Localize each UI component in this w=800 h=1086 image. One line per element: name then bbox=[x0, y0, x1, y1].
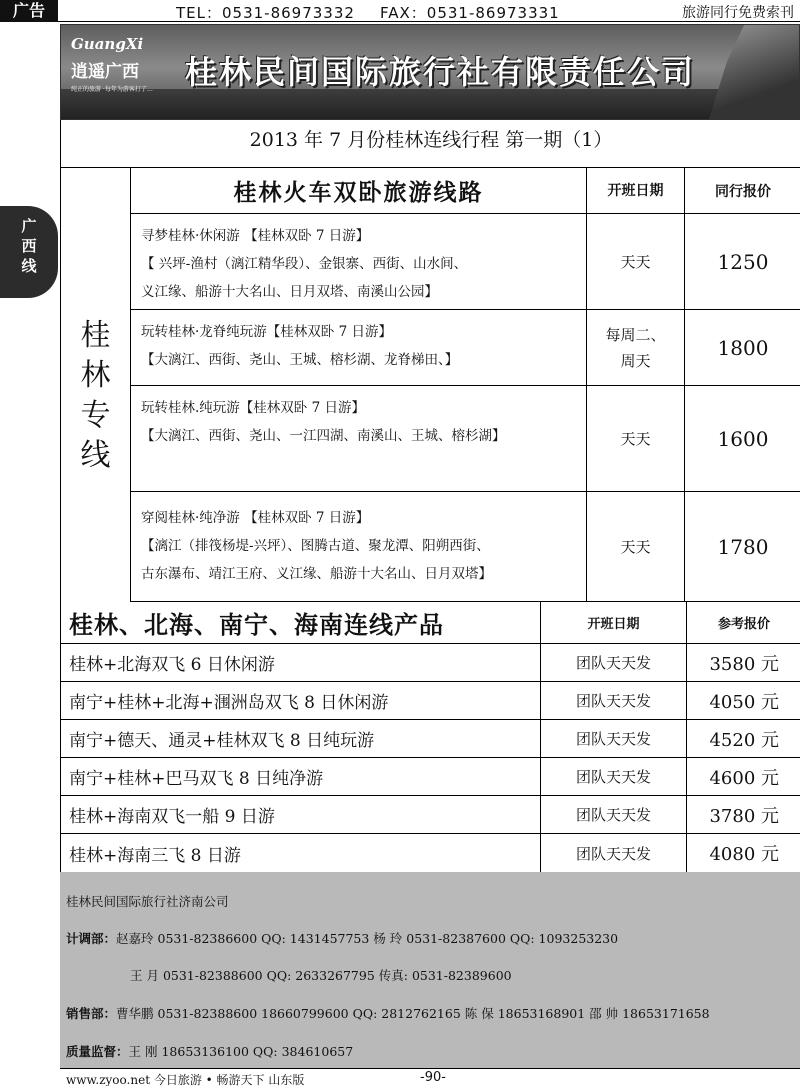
fax: FAX：0531-86973331 bbox=[380, 4, 560, 22]
train-header-row bbox=[131, 168, 800, 214]
sales-contacts: 曹华鹏 0531-82388600 18660799600 QQ: 2812762165 陈 保 18653168901 邵 帅 18653171658 bbox=[116, 1006, 710, 1021]
route-description bbox=[131, 214, 587, 309]
route-date: 天天 bbox=[587, 214, 685, 309]
route-line: 【大漓江、西街、尧山、一江四湖、南溪山、王城、榕杉湖】 bbox=[141, 428, 506, 444]
combo-date-header: 开班日期 bbox=[541, 602, 687, 643]
itinerary-table bbox=[60, 120, 800, 872]
product-date: 团队天天发 bbox=[541, 834, 687, 872]
sales-label: 销售部： bbox=[66, 1006, 117, 1021]
product-price: 3780 元 bbox=[709, 805, 779, 827]
product-name: 南宁+桂林+北海+涠洲岛双飞 8 日休闲游 bbox=[61, 682, 541, 719]
route-line: 【大漓江、西街、尧山、王城、榕杉湖、龙脊梯田、】 bbox=[141, 352, 459, 368]
route-price: 1780 bbox=[717, 534, 769, 559]
combo-header-row bbox=[61, 602, 800, 644]
train-date-header: 开班日期 bbox=[587, 168, 685, 213]
route-description bbox=[131, 492, 587, 601]
table-row bbox=[131, 492, 800, 602]
footer-website: www.zyoo.net 今日旅游 • 畅游天下 山东版 bbox=[66, 1073, 305, 1086]
table-row bbox=[131, 214, 800, 310]
table-row bbox=[131, 386, 800, 492]
qc-contact: 王 刚 18653136100 QQ: 384610657 bbox=[128, 1044, 354, 1059]
train-section bbox=[131, 168, 800, 602]
telephone: TEL：0531-86973332 bbox=[176, 4, 355, 22]
quality-supervision bbox=[66, 1042, 353, 1060]
product-date: 团队天天发 bbox=[541, 720, 687, 757]
banner-water-image bbox=[61, 89, 800, 119]
route-price: 1800 bbox=[717, 335, 769, 360]
product-name: 桂林+北海双飞 6 日休闲游 bbox=[61, 644, 541, 681]
route-description bbox=[131, 310, 587, 385]
logo-chinese: 逍遥广西 bbox=[71, 62, 139, 82]
region-side-tab bbox=[0, 206, 58, 298]
issue-title: 2013 年 7 月份桂林连线行程 第一期（1） bbox=[61, 120, 800, 168]
company-logo bbox=[71, 35, 171, 111]
page-footer bbox=[60, 1068, 800, 1086]
company-banner bbox=[60, 24, 800, 120]
page-number: -90- bbox=[420, 1070, 446, 1085]
guilin-label-column bbox=[61, 168, 131, 602]
route-line: 玩转桂林.纯玩游【桂林双卧 7 日游】 bbox=[141, 400, 365, 416]
product-date: 团队天天发 bbox=[541, 682, 687, 719]
product-price: 3580 元 bbox=[709, 653, 779, 675]
planning-dept bbox=[66, 929, 618, 947]
product-price: 4080 元 bbox=[709, 844, 779, 865]
route-price: 1600 bbox=[717, 426, 769, 451]
train-section-title: 桂林火车双卧旅游线路 bbox=[131, 168, 587, 213]
product-name: 南宁+德天、通灵+桂林双飞 8 日纯玩游 bbox=[61, 720, 541, 757]
route-line: 【漓江（排筏杨堤-兴坪）、图腾古道、聚龙潭、阳朔西街、 bbox=[141, 538, 490, 554]
planning-contacts-1: 赵嘉玲 0531-82386600 QQ: 1431457753 杨 玲 0531-82387600 QQ: 1093253230 bbox=[116, 931, 619, 946]
ad-tag: 广告 bbox=[0, 0, 58, 22]
combo-price-header: 参考报价 bbox=[717, 617, 770, 632]
product-price: 4050 元 bbox=[709, 691, 779, 713]
planning-label: 计调部： bbox=[66, 931, 117, 946]
product-date: 团队天天发 bbox=[541, 644, 687, 681]
region-side-tab-label: 广西线 bbox=[21, 217, 37, 275]
route-date: 天天 bbox=[587, 492, 685, 601]
guilin-label: 桂林专线 bbox=[80, 318, 111, 473]
company-name: 桂林民间国际旅行社有限责任公司 bbox=[185, 53, 696, 91]
top-bar bbox=[0, 0, 800, 22]
route-line: 古东瀑布、靖江王府、义江缘、船游十大名山、日月双塔】 bbox=[141, 566, 492, 582]
route-line: 玩转桂林·龙脊纯玩游【桂林双卧 7 日游】 bbox=[141, 324, 392, 340]
route-date: 每周二、周天 bbox=[587, 310, 685, 385]
table-row bbox=[61, 644, 800, 682]
combo-section-title: 桂林、北海、南宁、海南连线产品 bbox=[61, 602, 541, 643]
table-row bbox=[61, 796, 800, 834]
route-price: 1250 bbox=[717, 249, 769, 274]
product-date: 团队天天发 bbox=[541, 758, 687, 795]
contact-block bbox=[60, 872, 800, 1068]
combo-section bbox=[61, 602, 800, 872]
qc-label: 质量监督： bbox=[66, 1044, 129, 1059]
logo-slogan: 纯正的旅游 ·每年为游客打了… bbox=[71, 86, 153, 93]
product-price: 4520 元 bbox=[709, 729, 779, 751]
free-copy-note: 旅游同行免费索刊 bbox=[682, 5, 794, 21]
product-price: 4600 元 bbox=[709, 767, 779, 789]
route-date: 天天 bbox=[587, 386, 685, 491]
route-line: 穿阅桂林·纯净游 【桂林双卧 7 日游】 bbox=[141, 510, 370, 526]
table-row bbox=[61, 834, 800, 872]
planning-contacts-2: 王 月 0531-82388600 QQ: 2633267795 传真: 0531-82389600 bbox=[130, 968, 512, 983]
product-name: 南宁+桂林+巴马双飞 8 日纯净游 bbox=[61, 758, 541, 795]
table-row bbox=[61, 720, 800, 758]
route-line: 义江缘、船游十大名山、日月双塔、南溪山公园】 bbox=[141, 284, 438, 300]
logo-english: GuangXi bbox=[71, 35, 144, 53]
branch-name: 桂林民间国际旅行社济南公司 bbox=[66, 894, 229, 909]
train-price-header: 同行报价 bbox=[715, 183, 771, 200]
table-row bbox=[61, 682, 800, 720]
route-description bbox=[131, 386, 587, 491]
product-name: 桂林+海南三飞 8 日游 bbox=[61, 834, 541, 872]
product-name: 桂林+海南双飞一船 9 日游 bbox=[61, 796, 541, 833]
route-line: 【 兴坪-渔村（漓江精华段）、金银寨、西街、山水间、 bbox=[141, 256, 468, 272]
route-line: 寻梦桂林·休闲游 【桂林双卧 7 日游】 bbox=[141, 228, 370, 244]
product-date: 团队天天发 bbox=[541, 796, 687, 833]
table-row bbox=[131, 310, 800, 386]
banner-mountain-image bbox=[709, 24, 799, 119]
sales-dept bbox=[66, 1004, 710, 1022]
table-row bbox=[61, 758, 800, 796]
